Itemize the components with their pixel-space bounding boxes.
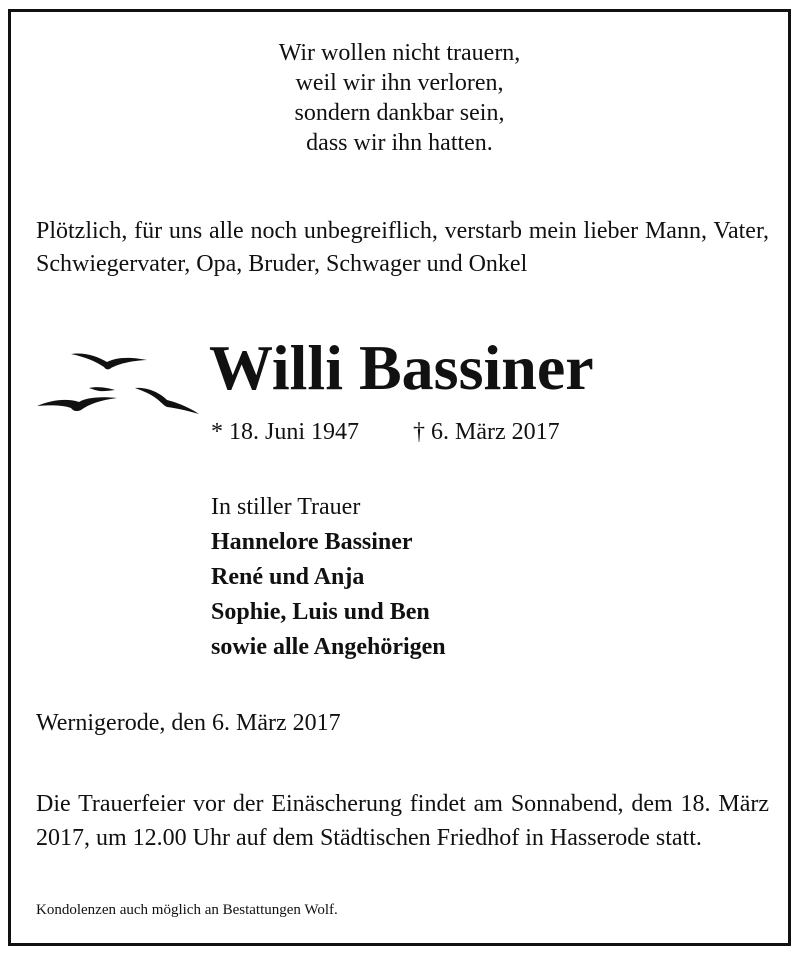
mourners-block [211, 490, 446, 665]
bird-icon [135, 388, 199, 414]
obituary-frame [8, 9, 791, 946]
birth-date: * 18. Juni 1947 [211, 419, 360, 445]
mourner-name: sowie alle Angehörigen [211, 634, 446, 660]
motto-line: Wir wollen nicht trauern, [278, 40, 521, 66]
funeral-notice [36, 787, 769, 855]
motto-verse [11, 38, 788, 158]
place-and-date: Wernigerode, den 6. März 2017 [36, 710, 341, 736]
funeral-paragraph: Die Trauerfeier vor der Einäscherung findet am Sonnabend, dem 18. März 2017, um 12.00 Uhr auf dem Städtischen Friedhof in Hasserode statt. [36, 791, 769, 851]
condolence-note: Kondolenzen auch möglich an Bestattungen Wolf. [36, 902, 338, 918]
deceased-name: Willi Bassiner [209, 332, 594, 403]
motto-line: weil wir ihn verloren, [295, 70, 504, 96]
mourner-name: René und Anja [211, 564, 365, 590]
flying-birds-icon [29, 342, 219, 432]
life-dates [211, 417, 560, 447]
motto-line: dass wir ihn hatten. [306, 130, 493, 156]
bird-icon [37, 397, 117, 411]
announcement-paragraph: Plötzlich, für uns alle noch unbegreiflich, verstarb mein lieber Mann, Vater, Schwiegervater, Opa, Bruder, Schwager und Onkel [36, 218, 769, 277]
announcement-text [36, 215, 769, 281]
mourner-name: Sophie, Luis und Ben [211, 599, 430, 625]
bird-icon [71, 353, 147, 369]
mourner-name: Hannelore Bassiner [211, 529, 413, 555]
bird-icon [89, 387, 115, 391]
mourning-intro: In stiller Trauer [211, 494, 361, 520]
death-date: † 6. März 2017 [413, 419, 560, 445]
motto-line: sondern dankbar sein, [294, 100, 505, 126]
